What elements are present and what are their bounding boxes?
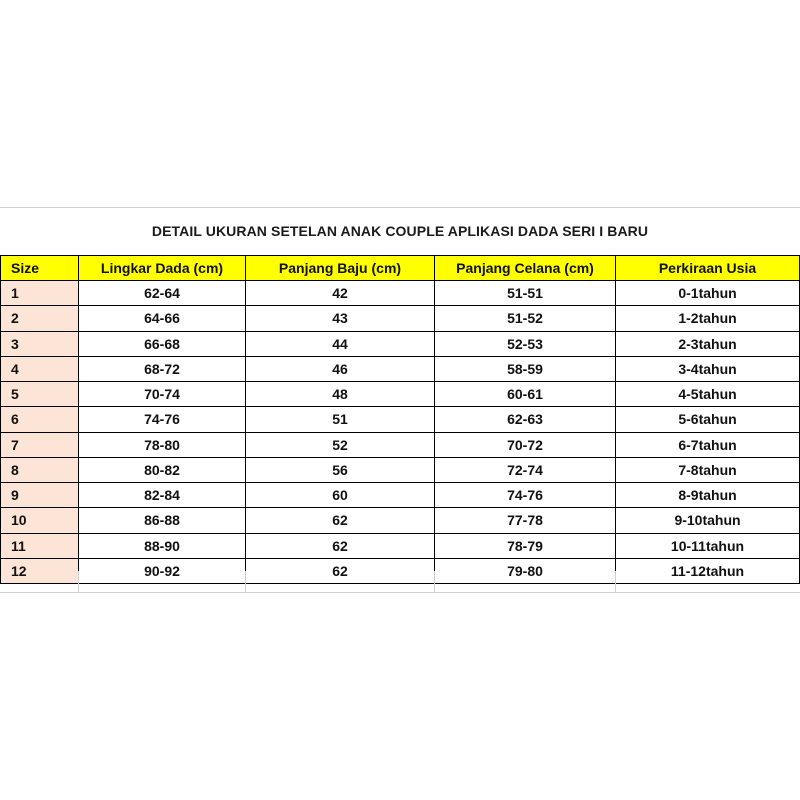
size-cell: 7 bbox=[1, 432, 79, 457]
table-row bbox=[1, 331, 800, 356]
shirt-length-cell: 62 bbox=[246, 558, 435, 583]
age-cell: 2-3tahun bbox=[616, 331, 800, 356]
column-header-chest: Lingkar Dada (cm) bbox=[79, 256, 246, 281]
chest-cell: 66-68 bbox=[79, 331, 246, 356]
pants-length-cell: 60-61 bbox=[435, 382, 616, 407]
age-cell: 6-7tahun bbox=[616, 432, 800, 457]
chest-cell: 88-90 bbox=[79, 533, 246, 558]
chest-cell: 82-84 bbox=[79, 483, 246, 508]
chest-cell: 80-82 bbox=[79, 457, 246, 482]
age-cell: 0-1tahun bbox=[616, 281, 800, 306]
pants-length-cell: 51-52 bbox=[435, 306, 616, 331]
size-cell: 8 bbox=[1, 457, 79, 482]
age-cell: 7-8tahun bbox=[616, 457, 800, 482]
age-cell: 4-5tahun bbox=[616, 382, 800, 407]
table-row bbox=[1, 457, 800, 482]
size-cell: 11 bbox=[1, 533, 79, 558]
chest-cell: 78-80 bbox=[79, 432, 246, 457]
table-row bbox=[1, 356, 800, 381]
size-cell: 2 bbox=[1, 306, 79, 331]
age-cell: 5-6tahun bbox=[616, 407, 800, 432]
shirt-length-cell: 51 bbox=[246, 407, 435, 432]
table-row bbox=[1, 432, 800, 457]
size-chart-table bbox=[0, 255, 800, 584]
chest-cell: 70-74 bbox=[79, 382, 246, 407]
column-header-shirt-length: Panjang Baju (cm) bbox=[246, 256, 435, 281]
pants-length-cell: 72-74 bbox=[435, 457, 616, 482]
table-row bbox=[1, 306, 800, 331]
size-cell: 9 bbox=[1, 483, 79, 508]
shirt-length-cell: 60 bbox=[246, 483, 435, 508]
age-cell: 10-11tahun bbox=[616, 533, 800, 558]
shirt-length-cell: 44 bbox=[246, 331, 435, 356]
table-row bbox=[1, 281, 800, 306]
pants-length-cell: 58-59 bbox=[435, 356, 616, 381]
table-row bbox=[1, 508, 800, 533]
shirt-length-cell: 52 bbox=[246, 432, 435, 457]
size-cell: 4 bbox=[1, 356, 79, 381]
table-row bbox=[1, 382, 800, 407]
size-cell: 3 bbox=[1, 331, 79, 356]
size-cell: 12 bbox=[1, 558, 79, 583]
page-title: DETAIL UKURAN SETELAN ANAK COUPLE APLIKASI DADA SERI I BARU bbox=[151, 223, 649, 239]
age-cell: 1-2tahun bbox=[616, 306, 800, 331]
pants-length-cell: 77-78 bbox=[435, 508, 616, 533]
shirt-length-cell: 62 bbox=[246, 533, 435, 558]
pants-length-cell: 79-80 bbox=[435, 558, 616, 583]
table-row bbox=[1, 533, 800, 558]
shirt-length-cell: 48 bbox=[246, 382, 435, 407]
column-header-size: Size bbox=[1, 256, 79, 281]
chest-cell: 86-88 bbox=[79, 508, 246, 533]
size-cell: 1 bbox=[1, 281, 79, 306]
table-header-row bbox=[1, 256, 800, 281]
pants-length-cell: 74-76 bbox=[435, 483, 616, 508]
pants-length-cell: 52-53 bbox=[435, 331, 616, 356]
pants-length-cell: 62-63 bbox=[435, 407, 616, 432]
shirt-length-cell: 56 bbox=[246, 457, 435, 482]
shirt-length-cell: 62 bbox=[246, 508, 435, 533]
table-row bbox=[1, 407, 800, 432]
age-cell: 8-9tahun bbox=[616, 483, 800, 508]
chest-cell: 90-92 bbox=[79, 558, 246, 583]
column-header-pants-length: Panjang Celana (cm) bbox=[435, 256, 616, 281]
age-cell: 3-4tahun bbox=[616, 356, 800, 381]
pants-length-cell: 70-72 bbox=[435, 432, 616, 457]
size-cell: 6 bbox=[1, 407, 79, 432]
chest-cell: 74-76 bbox=[79, 407, 246, 432]
shirt-length-cell: 42 bbox=[246, 281, 435, 306]
pants-length-cell: 78-79 bbox=[435, 533, 616, 558]
shirt-length-cell: 46 bbox=[246, 356, 435, 381]
column-header-age: Perkiraan Usia bbox=[616, 256, 800, 281]
size-cell: 10 bbox=[1, 508, 79, 533]
chest-cell: 68-72 bbox=[79, 356, 246, 381]
age-cell: 9-10tahun bbox=[616, 508, 800, 533]
table-row bbox=[1, 483, 800, 508]
chest-cell: 64-66 bbox=[79, 306, 246, 331]
empty-spreadsheet-row bbox=[0, 571, 800, 593]
chest-cell: 62-64 bbox=[79, 281, 246, 306]
pants-length-cell: 51-51 bbox=[435, 281, 616, 306]
age-cell: 11-12tahun bbox=[616, 558, 800, 583]
shirt-length-cell: 43 bbox=[246, 306, 435, 331]
size-cell: 5 bbox=[1, 382, 79, 407]
